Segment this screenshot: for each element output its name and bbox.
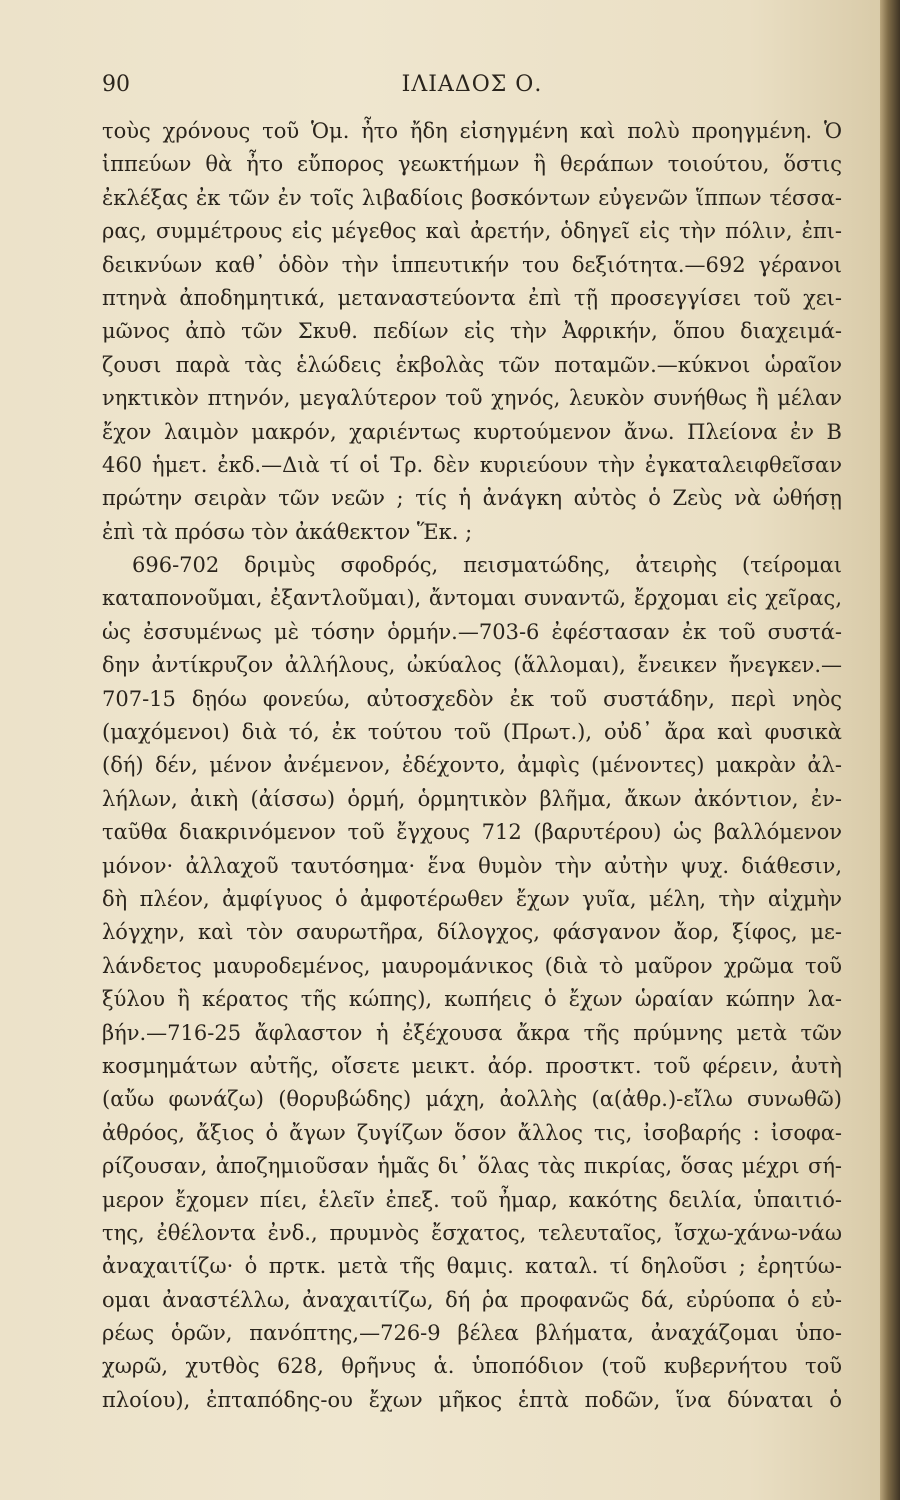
text-line: 707-15 δῃόω φονεύω, αὐτοσχεδὸν ἐκ τοῦ συστάδην, περὶ νηὸς bbox=[102, 686, 842, 711]
text-line: χωρῶ, χυτθὸς 628, θρῆνυς ἁ. ὑποπόδιον (τοῦ κυβερνήτου τοῦ bbox=[102, 1354, 842, 1379]
text-line: πλοίου), ἐπταπόδης-ου ἔχων μῆκος ἑπτὰ ποδῶν, ἵνα δύναται ὁ bbox=[102, 1387, 842, 1412]
text-line: ομαι ἀναστέλλω, ἀναχαιτίζω, δή ῥα προφανῶς δά, εὐρύοπα ὁ εὐ- bbox=[102, 1287, 842, 1312]
text-line: λάνδετος μαυροδεμένος, μαυρομάνικος (διὰ τὸ μαῦρον χρῶμα τοῦ bbox=[102, 953, 842, 978]
text-line: 460 ἡμετ. ἐκδ.—Διὰ τί οἱ Τρ. δὲν κυριεύουν τὴν ἐγκαταλειφθεῖσαν bbox=[102, 452, 842, 477]
text-line: ζουσι παρὰ τὰς ἑλώδεις ἐκβολὰς τῶν ποταμῶν.—κύκνοι ὡραῖον bbox=[102, 352, 842, 377]
text-line: ὡς ἐσσυμένως μὲ τόσην ὁρμήν.—703-6 ἐφέστασαν ἐκ τοῦ συστά- bbox=[102, 619, 842, 644]
text-line: καταπονοῦμαι, ἐξαντλοῦμαι), ἄντομαι συναντῶ, ἔρχομαι εἰς χεῖρας, bbox=[102, 586, 842, 611]
text-line: ταῦθα διακρινόμενον τοῦ ἔγχους 712 (βαρυτέρου) ὡς βαλλόμενον bbox=[102, 820, 842, 845]
text-line: πρώτην σειρὰν τῶν νεῶν ; τίς ἡ ἀνάγκη αὐτὸς ὁ Ζεὺς νὰ ὠθήσῃ bbox=[102, 486, 842, 511]
text-line: ἱππεύων θὰ ἦτο εὔπορος γεωκτήμων ἢ θεράπων τοιούτου, ὅστις bbox=[102, 152, 842, 177]
text-line: ἐκλέξας ἐκ τῶν ἐν τοῖς λιβαδίοις βοσκόντων εὐγενῶν ἵππων τέσσα- bbox=[102, 185, 842, 210]
text-line: (δή) δέν, μένον ἀνέμενον, ἐδέχοντο, ἀμφὶς (μένοντες) μακρὰν ἀλ- bbox=[102, 753, 842, 778]
text-line: της, ἐθέλοντα ἐνδ., πρυμνὸς ἔσχατος, τελευταῖος, ἴσχω-χάνω-νάω bbox=[102, 1220, 842, 1245]
running-title: ΙΛΙΑΔΟΣ Ο. bbox=[401, 72, 543, 97]
text-line: πτηνὰ ἀποδημητικά, μεταναστεύοντα ἐπὶ τῇ προσεγγίσει τοῦ χει- bbox=[102, 285, 842, 310]
text-line: ἔχον λαιμὸν μακρόν, χαριέντως κυρτούμενον ἄνω. Πλείονα ἐν Β bbox=[102, 419, 842, 444]
text-line: κοσμημάτων αὐτῆς, οἴσετε μεικτ. ἀόρ. προστκτ. τοῦ φέρειν, ἀυτὴ bbox=[102, 1053, 842, 1078]
text-line: δεικνύων καθ᾽ ὁδὸν τὴν ἱππευτικήν του δεξιότητα.—692 γέρανοι bbox=[102, 252, 842, 277]
book-spine-edge bbox=[880, 0, 900, 1500]
text-line: ξύλου ἢ κέρατος τῆς κώπης), κωπήεις ὁ ἔχων ὡραίαν κώπην λα- bbox=[102, 987, 842, 1012]
text-line: ρας, συμμέτρους εἰς μέγεθος καὶ ἀρετήν, ὁδηγεῖ εἰς τὴν πόλιν, ἐπι- bbox=[102, 219, 842, 244]
text-line: (μαχόμενοι) διὰ τό, ἐκ τούτου τοῦ (Πρωτ.), οὐδ᾽ ἄρα καὶ φυσικὰ bbox=[102, 720, 842, 745]
text-line: μόνον· ἀλλαχοῦ ταυτόσημα· ἕνα θυμὸν τὴν αὐτὴν ψυχ. διάθεσιν, bbox=[102, 853, 842, 878]
text-line: ἐπὶ τὰ πρόσω τὸν ἀκάθεκτον Ἕκ. ; bbox=[102, 519, 473, 544]
text-line: βήν.—716-25 ἄφλαστον ἡ ἐξέχουσα ἄκρα τῆς πρύμνης μετὰ τῶν bbox=[102, 1020, 842, 1045]
text-line: ρίζουσαν, ἀποζημιοῦσαν ἡμᾶς δι᾽ ὅλας τὰς πικρίας, ὅσας μέχρι σή- bbox=[102, 1154, 842, 1179]
text-line: λόγχην, καὶ τὸν σαυρωτῆρα, δίλογχος, φάσγανον ἄορ, ξίφος, με- bbox=[102, 920, 842, 945]
text-line: ἀναχαιτίζω· ὁ πρτκ. μετὰ τῆς θαμις. καταλ. τί δηλοῦσι ; ἐρητύω- bbox=[102, 1254, 842, 1279]
text-line: δὴ πλέον, ἀμφίγυος ὁ ἀμφοτέρωθεν ἔχων γυῖα, μέλη, τὴν αἰχμὴν bbox=[102, 886, 842, 911]
text-line: μῶνος ἀπὸ τῶν Σκυθ. πεδίων εἰς τὴν Ἀφρικήν, ὅπου διαχειμά- bbox=[102, 319, 842, 344]
text-line: ρέως ὁρῶν, πανόπτης,—726-9 βέλεα βλήματα, ἀναχάζομαι ὑπο- bbox=[102, 1321, 842, 1346]
text-line: ἀθρόος, ἄξιος ὁ ἄγων ζυγίζων ὅσον ἄλλος τις, ἰσοβαρής : ἰσοφα- bbox=[102, 1120, 842, 1145]
page-body bbox=[102, 115, 842, 1417]
text-line: (αὔω φωνάζω) (θορυβώδης) μάχη, ἀολλὴς (α(ἀθρ.)-εἴλω συνωθῶ) bbox=[102, 1087, 842, 1112]
page-number: 90 bbox=[102, 72, 130, 97]
page-header bbox=[102, 72, 842, 104]
text-line: μερον ἔχομεν πίει, ἑλεῖν ἐπεξ. τοῦ ἦμαρ, κακότης δειλία, ὑπαιτιό- bbox=[102, 1187, 842, 1212]
text-line: 696-702 δριμὺς σφοδρός, πεισματώδης, ἀτειρὴς (τείρομαι bbox=[132, 553, 842, 578]
text-line: λήλων, ἀικὴ (ἀίσσω) ὁρμή, ὁρμητικὸν βλῆμα, ἄκων ἀκόντιον, ἐν- bbox=[102, 786, 842, 811]
text-line: δην ἀντίκρυζον ἀλλήλους, ὠκύαλος (ἅλλομαι), ἔνεικεν ἤνεγκεν.— bbox=[102, 653, 842, 678]
text-line: τοὺς χρόνους τοῦ Ὁμ. ἦτο ἤδη εἰσηγμένη καὶ πολὺ προηγμένη. Ὁ bbox=[102, 119, 842, 143]
text-line: νηκτικὸν πτηνόν, μεγαλύτερον τοῦ χηνός, λευκὸν συνήθως ἢ μέλαν bbox=[102, 386, 842, 411]
